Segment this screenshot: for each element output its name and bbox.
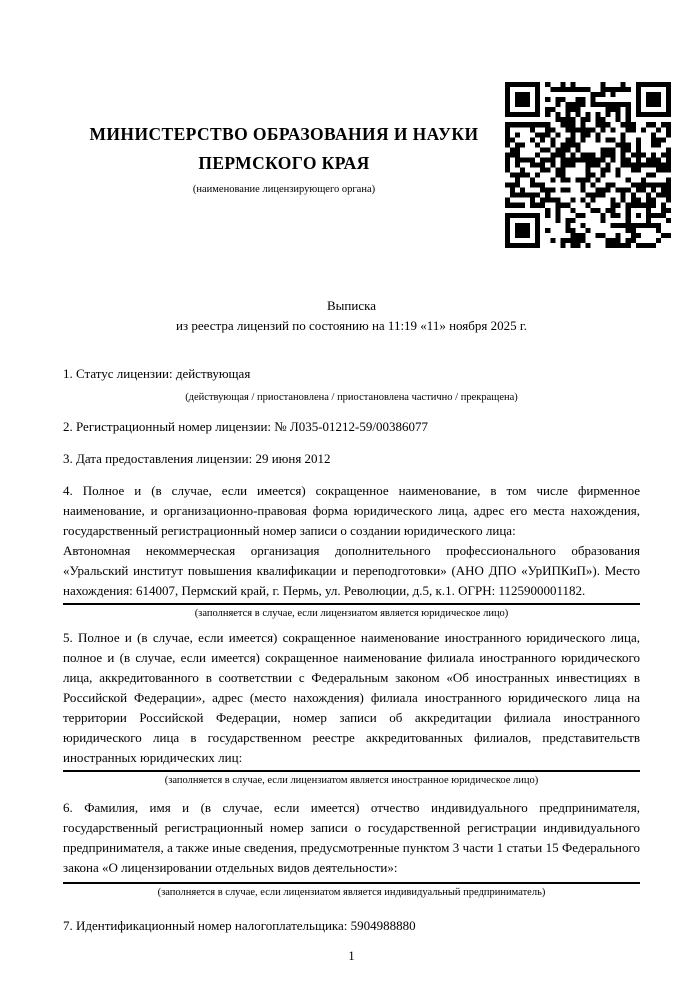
document-subtitle: из реестра лицензий по состоянию на 11:19 «11» ноября 2025 г. bbox=[176, 318, 527, 333]
document-fields bbox=[63, 364, 640, 964]
document-content bbox=[63, 0, 640, 964]
ministry-name-line2: ПЕРМСКОГО КРАЯ bbox=[198, 153, 370, 173]
field-entrepreneur-label: 6. Фамилия, имя и (в случае, если имеется) отчество индивидуального предпринимателя, государственный регистрационный номер записи о государственной регистрации индивидуального предпринимателя, а также иные сведения, предусмотренные пунктом 3 части 1 статьи 15 Федерального закона «О лицензировании отдельных видов деятельности»: bbox=[63, 800, 640, 875]
field-taxpayer-number: 7. Идентификационный номер налогоплательщика: 5904988880 bbox=[63, 918, 416, 933]
field-foreign-entity-label: 5. Полное и (в случае, если имеется) сокращенное наименование иностранного юридического лица, полное и (в случае, если имеется) сокращенное наименование филиала иностранного юридического лица, аккредитованного в соответствии с Федеральным законом «Об иностранных инвестициях в Российской Федерации», адрес (место нахождения) филиала иностранного юридического лица на территории Российской Федерации, номер записи об аккредитации филиала иностранного юридического лица в государственном реестре аккредитованных филиалов, представительств иностранных юридических лиц: bbox=[63, 630, 640, 765]
field-license-date: 3. Дата предоставления лицензии: 29 июня 2012 bbox=[63, 451, 331, 466]
ministry-name-line1: МИНИСТЕРСТВО ОБРАЗОВАНИЯ И НАУКИ bbox=[89, 124, 479, 144]
field-entrepreneur-hint: (заполняется в случае, если лицензиатом является индивидуальный предприниматель) bbox=[157, 887, 546, 898]
entrepreneur-fill-line bbox=[63, 882, 640, 900]
field-legal-entity-value: Автономная некоммерческая организация дополнительного профессионального образования «Уральский институт повышения квалификации и переподготовки» (АНО ДПО «УрИПКиП»). Место нахождения: 614007, Пермский край, г. Пермь, ул. Революции, д.5, к.1. ОГРН: 1125900001182. bbox=[63, 543, 640, 598]
legal-entity-fill-line bbox=[63, 603, 640, 621]
field-foreign-entity-hint: (заполняется в случае, если лицензиатом является иностранное юридическое лицо) bbox=[164, 775, 539, 786]
field-legal-entity-label: 4. Полное и (в случае, если имеется) сокращенное наименование, в том числе фирменное наименование, и организационно-правовая форма юридического лица, адрес его места нахождения, государственный регистрационный номер записи о создании юридического лица: bbox=[63, 483, 640, 538]
page-number: 1 bbox=[348, 949, 355, 963]
licensing-authority-block bbox=[63, 120, 505, 197]
document-header bbox=[63, 0, 640, 296]
document-title: Выписка bbox=[327, 298, 376, 313]
field-license-status: 1. Статус лицензии: действующая bbox=[63, 366, 251, 381]
licensing-authority-caption: (наименование лицензирующего органа) bbox=[192, 184, 376, 195]
field-legal-entity-hint: (заполняется в случае, если лицензиатом является юридическое лицо) bbox=[194, 608, 509, 619]
foreign-entity-fill-line bbox=[63, 770, 640, 788]
field-registration-number: 2. Регистрационный номер лицензии: № Л035-01212-59/00386077 bbox=[63, 419, 429, 434]
qr-code-icon bbox=[505, 82, 671, 248]
document-title-block bbox=[63, 296, 640, 336]
field-license-status-hint: (действующая / приостановлена / приостановлена частично / прекращена) bbox=[185, 392, 518, 403]
